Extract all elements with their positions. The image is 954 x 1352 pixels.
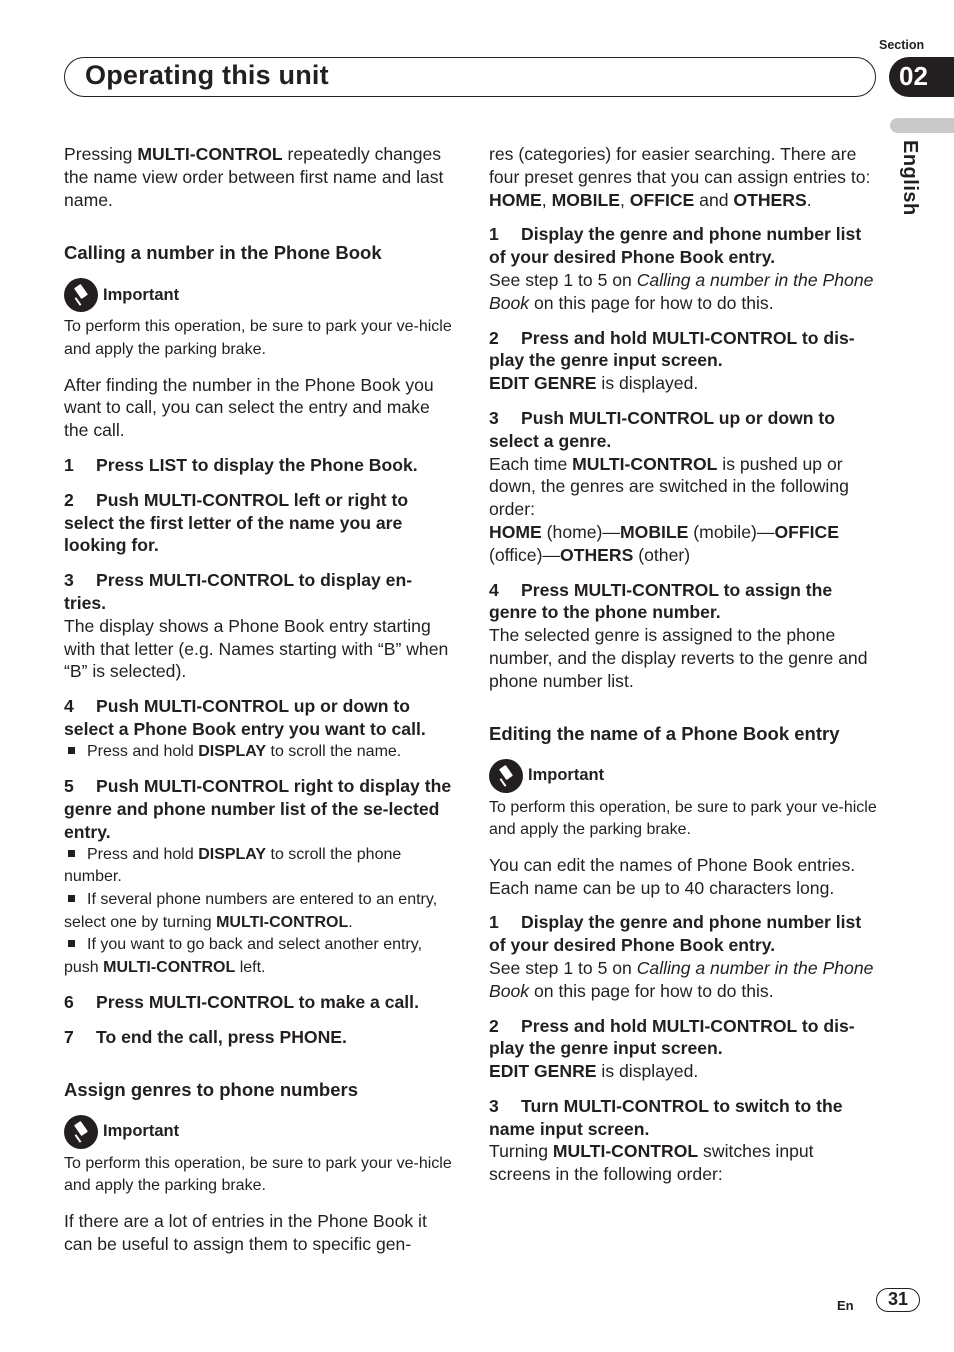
calling-heading: Calling a number in the Phone Book bbox=[64, 242, 382, 264]
step-6 bbox=[64, 991, 454, 1014]
step-text: Press LIST to display the Phone Book. bbox=[96, 454, 418, 475]
step-text: Turn MULTI-CONTROL to switch to the name input screen. bbox=[489, 1095, 843, 1139]
step-number: 2 bbox=[64, 489, 74, 510]
assign-step-3 bbox=[489, 407, 879, 567]
edit-step-1 bbox=[489, 911, 879, 1002]
step-text: Push MULTI-CONTROL up or down to select a Phone Book entry you want to call. bbox=[64, 696, 426, 739]
step-body: See step 1 to 5 on Calling a number in the Phone Book on this page for how to do this. bbox=[489, 957, 874, 1001]
step-note: Press and hold DISPLAY to scroll the phone number. bbox=[64, 845, 402, 886]
step-text: Press MULTI-CONTROL to display en-tries. bbox=[64, 570, 413, 613]
important-callout bbox=[489, 759, 879, 793]
section-label: Section bbox=[879, 38, 925, 52]
important-label: Important bbox=[103, 285, 180, 304]
step-number: 3 bbox=[489, 407, 499, 428]
step-text: Push MULTI-CONTROL left or right to select the first letter of the name you are looking for. bbox=[64, 489, 409, 556]
step-text: Display the genre and phone number list of your desired Phone Book entry. bbox=[489, 224, 862, 268]
step-number: 4 bbox=[489, 579, 499, 600]
bullet-square-icon bbox=[68, 895, 75, 902]
step-note: If several phone numbers are entered to an entry, select one by turning MULTI-CONTROL. bbox=[64, 890, 438, 931]
step-body: See step 1 to 5 on Calling a number in the Phone Book on this page for how to do this. bbox=[489, 269, 874, 313]
editing-paragraph: You can edit the names of Phone Book entries. Each name can be up to 40 characters long. bbox=[489, 854, 856, 898]
step-number: 6 bbox=[64, 992, 74, 1013]
step-number: 1 bbox=[64, 454, 74, 475]
assign-step-4 bbox=[489, 579, 879, 693]
header-bar bbox=[64, 57, 876, 97]
step-note: Press and hold DISPLAY to scroll the name. bbox=[64, 741, 454, 764]
step-text: Press MULTI-CONTROL to make a call. bbox=[96, 992, 419, 1013]
step-1 bbox=[64, 454, 454, 477]
step-number: 1 bbox=[489, 912, 499, 933]
important-icon bbox=[64, 1115, 98, 1149]
section-number: 02 bbox=[899, 61, 928, 91]
right-column bbox=[489, 143, 879, 1198]
important-callout bbox=[64, 278, 454, 312]
step-text: Push MULTI-CONTROL right to display the genre and phone number list of the se-lected entry. bbox=[64, 776, 452, 842]
step-number: 3 bbox=[489, 1095, 499, 1116]
footer-language-code: En bbox=[837, 1298, 854, 1313]
step-number: 1 bbox=[489, 224, 499, 245]
step-number: 7 bbox=[64, 1027, 74, 1048]
intro-paragraph: Pressing MULTI-CONTROL repeatedly changes the name view order between first name and last name. bbox=[64, 144, 444, 210]
step-body: Each time MULTI-CONTROL is pushed up or down, the genres are switched in the following order: bbox=[489, 453, 849, 520]
step-text: Press and hold MULTI-CONTROL to dis-play the genre input screen. bbox=[489, 327, 855, 371]
assign-paragraph: If there are a lot of entries in the Phone Book it can be useful to assign them to specific gen- bbox=[64, 1211, 427, 1254]
step-body: EDIT GENRE is displayed. bbox=[489, 373, 699, 394]
step-number: 2 bbox=[489, 327, 499, 348]
step-text: Display the genre and phone number list of your desired Phone Book entry. bbox=[489, 912, 862, 956]
language-label: English bbox=[899, 140, 921, 216]
page-number: 31 bbox=[876, 1288, 920, 1312]
bullet-square-icon bbox=[68, 940, 75, 947]
continued-paragraph: res (categories) for easier searching. There are four preset genres that you can assign entries to: HOME, MOBILE, OFFICE and OTHERS. bbox=[489, 144, 871, 210]
step-2 bbox=[64, 489, 454, 557]
step-body: The display shows a Phone Book entry starting with that letter (e.g. Names starting with “B” when “B” is selected). bbox=[64, 615, 449, 682]
step-number: 2 bbox=[489, 1015, 499, 1036]
step-text: Push MULTI-CONTROL up or down to select a genre. bbox=[489, 407, 836, 451]
calling-paragraph: After finding the number in the Phone Book you want to call, you can select the entry and make the call. bbox=[64, 374, 434, 441]
important-callout bbox=[64, 1115, 454, 1149]
step-body: EDIT GENRE is displayed. bbox=[489, 1061, 699, 1082]
important-text: To perform this operation, be sure to park your ve-hicle and apply the parking brake. bbox=[64, 1154, 452, 1195]
important-text: To perform this operation, be sure to park your ve-hicle and apply the parking brake. bbox=[489, 798, 877, 839]
step-5 bbox=[64, 775, 454, 979]
important-label: Important bbox=[103, 1122, 180, 1141]
page-title: Operating this unit bbox=[85, 60, 329, 90]
step-7 bbox=[64, 1026, 454, 1049]
step-text: To end the call, press PHONE. bbox=[96, 1027, 347, 1048]
step-3 bbox=[64, 569, 454, 683]
important-label: Important bbox=[528, 766, 605, 785]
language-bar bbox=[890, 118, 954, 133]
step-text: Press and hold MULTI-CONTROL to dis-play the genre input screen. bbox=[489, 1015, 855, 1059]
step-4 bbox=[64, 695, 454, 763]
left-column bbox=[64, 143, 454, 1268]
genre-order: HOME (home)—MOBILE (mobile)—OFFICE (office)—OTHERS (other) bbox=[489, 521, 839, 565]
important-icon bbox=[64, 278, 98, 312]
step-note: If you want to go back and select another entry, push MULTI-CONTROL left. bbox=[64, 936, 423, 976]
section-tab bbox=[889, 57, 954, 97]
edit-step-3 bbox=[489, 1095, 879, 1186]
step-number: 3 bbox=[64, 570, 74, 591]
bullet-square-icon bbox=[68, 747, 75, 754]
important-text: To perform this operation, be sure to park your ve-hicle and apply the parking brake. bbox=[64, 318, 452, 358]
assign-heading: Assign genres to phone numbers bbox=[64, 1078, 358, 1100]
editing-heading: Editing the name of a Phone Book entry bbox=[489, 722, 840, 744]
bullet-square-icon bbox=[68, 850, 75, 857]
step-body: Turning MULTI-CONTROL switches input screens in the following order: bbox=[489, 1141, 814, 1185]
step-number: 5 bbox=[64, 776, 74, 797]
important-icon bbox=[489, 759, 523, 793]
step-text: Press MULTI-CONTROL to assign the genre to the phone number. bbox=[489, 579, 833, 623]
assign-step-2 bbox=[489, 327, 879, 395]
step-body: The selected genre is assigned to the phone number, and the display reverts to the genre and phone number list. bbox=[489, 625, 868, 691]
step-number: 4 bbox=[64, 696, 74, 717]
edit-step-2 bbox=[489, 1015, 879, 1083]
assign-step-1 bbox=[489, 223, 879, 314]
